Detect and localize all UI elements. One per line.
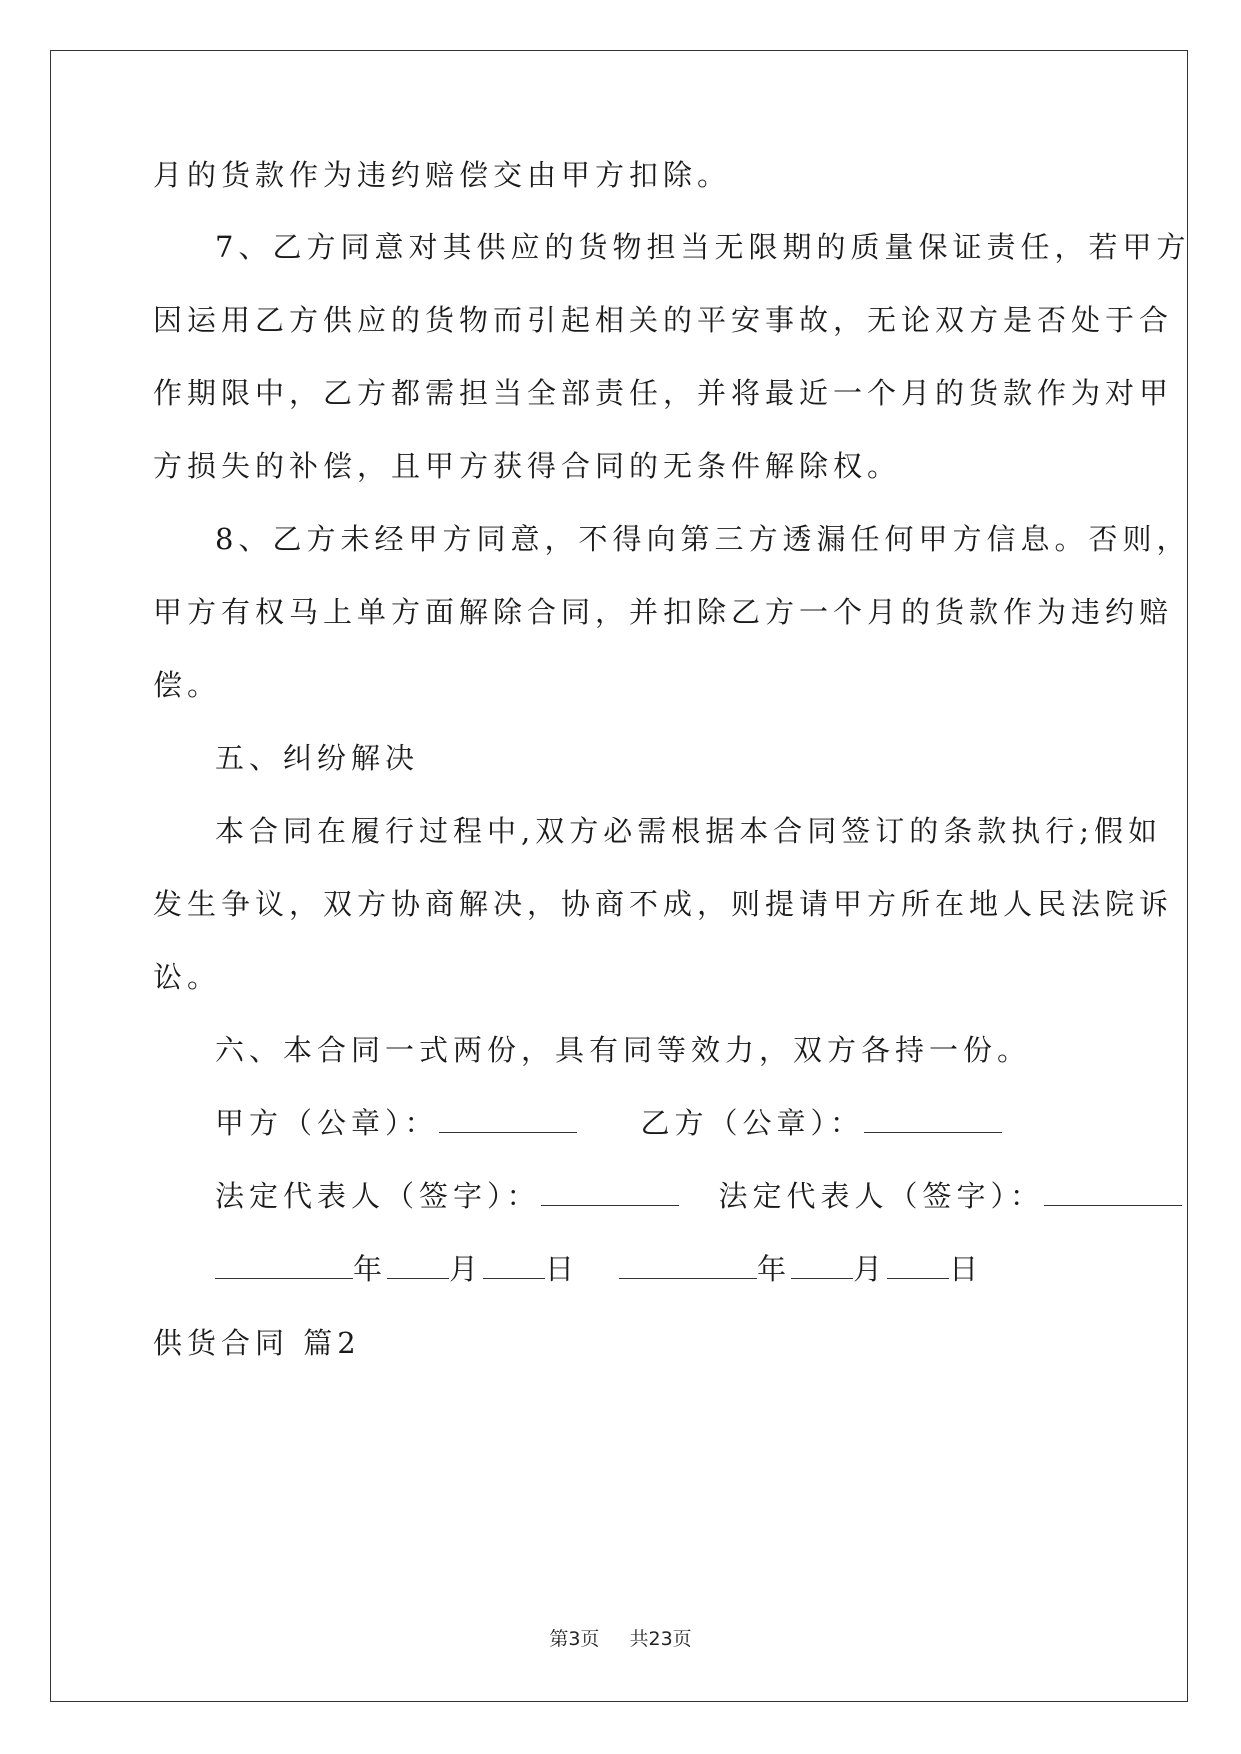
party-b-seal-label: 乙方（公章）： bbox=[640, 1106, 865, 1140]
date-a-month-blank bbox=[387, 1250, 449, 1279]
date-a-month: 月 bbox=[449, 1252, 484, 1286]
text-line-4: 作期限中，乙方都需担当全部责任，并将最近一个月的货款作为对甲 bbox=[153, 376, 1174, 410]
page-footer bbox=[0, 1624, 1241, 1651]
date-line bbox=[215, 1249, 983, 1289]
text-line-3: 因运用乙方供应的货物而引起相关的平安事故，无论双方是否处于合 bbox=[153, 303, 1174, 337]
text-line-5: 方损失的补偿，且甲方获得合同的无条件解除权。 bbox=[153, 449, 902, 483]
section-heading-dispute: 五、纠纷解决 bbox=[215, 741, 420, 775]
rep-b-label: 法定代表人（签字）： bbox=[718, 1179, 1045, 1213]
date-b-day: 日 bbox=[949, 1252, 984, 1286]
date-a-year: 年 bbox=[353, 1252, 388, 1286]
date-b-year-blank bbox=[619, 1250, 757, 1279]
text-line-10: 本合同在履行过程中,双方必需根据本合同签订的条款执行;假如 bbox=[215, 814, 1162, 848]
date-b-year: 年 bbox=[757, 1252, 792, 1286]
date-a-day: 日 bbox=[545, 1252, 580, 1286]
party-a-seal-label: 甲方（公章）： bbox=[215, 1106, 439, 1140]
party-a-seal-blank bbox=[439, 1104, 577, 1133]
seal-line bbox=[215, 1103, 1002, 1143]
text-line-1: 月的货款作为违约赔偿交由甲方扣除。 bbox=[153, 158, 732, 192]
text-line-6: 8、乙方未经甲方同意，不得向第三方透漏任何甲方信息。否则， bbox=[215, 522, 1191, 556]
page-number: 第3页 bbox=[549, 1628, 600, 1650]
party-b-seal-blank bbox=[864, 1104, 1002, 1133]
date-a-day-blank bbox=[483, 1250, 545, 1279]
date-b-month: 月 bbox=[853, 1252, 888, 1286]
date-b-month-blank bbox=[791, 1250, 853, 1279]
text-line-2: 7、乙方同意对其供应的货物担当无限期的质量保证责任，若甲方 bbox=[215, 230, 1191, 264]
text-line-8: 偿。 bbox=[153, 668, 222, 702]
page-total: 共23页 bbox=[629, 1628, 692, 1650]
rep-a-label: 法定代表人（签字）： bbox=[215, 1179, 541, 1213]
text-line-7: 甲方有权马上单方面解除合同，并扣除乙方一个月的货款作为违约赔 bbox=[153, 595, 1174, 629]
page-border bbox=[50, 50, 1191, 1702]
text-line-11: 发生争议，双方协商解决，协商不成，则提请甲方所在地人民法院诉 bbox=[153, 887, 1174, 921]
representative-line bbox=[215, 1176, 1182, 1216]
next-section-title: 供货合同 篇2 bbox=[153, 1326, 361, 1360]
text-line-12: 讼。 bbox=[153, 960, 222, 994]
date-b-day-blank bbox=[887, 1250, 949, 1279]
text-line-13: 六、本合同一式两份，具有同等效力，双方各持一份。 bbox=[215, 1033, 1032, 1067]
rep-a-blank bbox=[541, 1177, 679, 1206]
date-a-year-blank bbox=[215, 1250, 353, 1279]
rep-b-blank bbox=[1044, 1177, 1182, 1206]
